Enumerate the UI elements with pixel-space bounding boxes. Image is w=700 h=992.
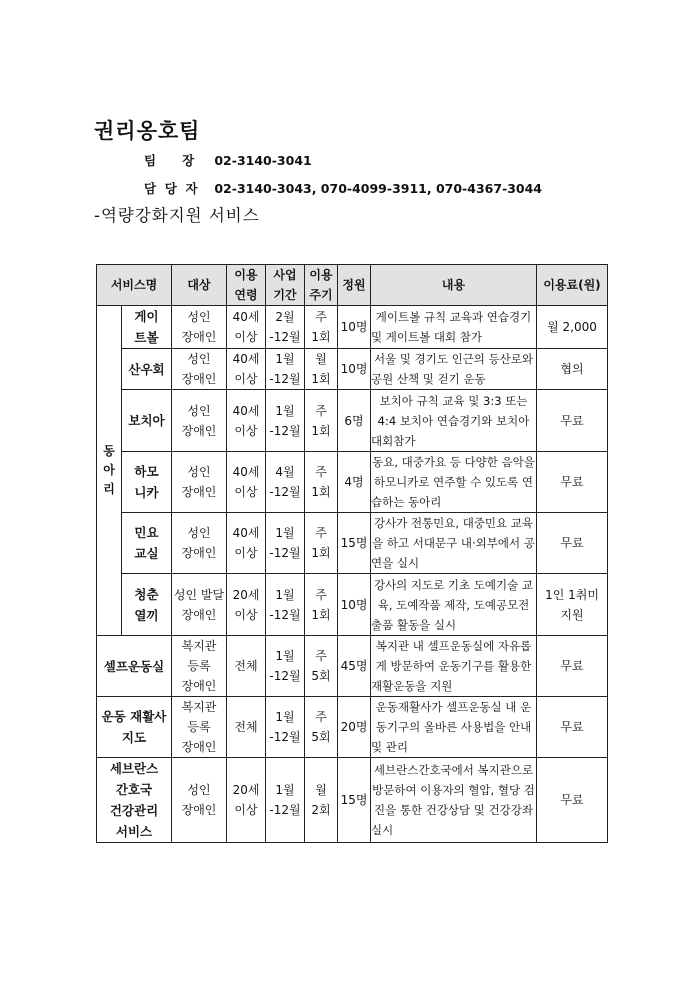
cell-period: 1월 -12월 [266,349,305,390]
cell-age: 전체 [227,697,266,758]
cell-content: 게이트볼 규칙 교육과 연습경기 및 게이트볼 대회 참가 [371,306,537,349]
contact-leader-phone: 02-3140-3041 [214,153,312,168]
cell-cycle: 월 2회 [305,758,338,843]
cell-capacity: 10명 [338,574,371,636]
cell-cycle: 주 1회 [305,452,338,513]
cell-cycle: 주 1회 [305,390,338,452]
service-table [96,264,608,843]
cell-fee: 무료 [537,513,608,574]
header-fee: 이용료(원) [537,265,608,306]
cell-capacity: 15명 [338,513,371,574]
cell-fee: 월 2,000 [537,306,608,349]
cell-period: 4월 -12월 [266,452,305,513]
cell-content: 운동재활사가 셀프운동실 내 운동기구의 올바른 사용법을 안내 및 관리 [371,697,537,758]
cell-target: 성인 장애인 [172,513,227,574]
cell-content: 복지관 내 셀프운동실에 자유롭게 방문하여 운동기구를 활용한 재활운동을 지원 [371,636,537,697]
cell-age: 40세 이상 [227,513,266,574]
header-service-name: 서비스명 [97,265,172,306]
cell-age: 40세 이상 [227,452,266,513]
contact-staff-label: 담 당 자 [144,181,198,196]
cell-fee: 무료 [537,390,608,452]
cell-age: 전체 [227,636,266,697]
service-name: 세브란스 간호국 건강관리 서비스 [97,758,172,843]
header-period: 사업 기간 [266,265,305,306]
cell-fee: 무료 [537,697,608,758]
cell-content: 세브란스간호국에서 복지관으로 방문하여 이용자의 혈압, 혈당 검진을 통한 건강상담 및 건강강좌 실시 [371,758,537,843]
service-name: 게이 트볼 [122,306,172,349]
cell-cycle: 주 1회 [305,574,338,636]
cell-fee: 무료 [537,452,608,513]
cell-age: 40세 이상 [227,306,266,349]
cell-age: 20세 이상 [227,574,266,636]
cell-capacity: 10명 [338,306,371,349]
cell-period: 1월 -12월 [266,513,305,574]
table-row [97,306,608,349]
header-cycle: 이용 주기 [305,265,338,306]
cell-capacity: 15명 [338,758,371,843]
table-header-row [97,265,608,306]
table-row [97,697,608,758]
cell-period: 2월 -12월 [266,306,305,349]
cell-capacity: 6명 [338,390,371,452]
service-name: 운동 재활사 지도 [97,697,172,758]
cell-content: 서울 및 경기도 인근의 등산로와 공원 산책 및 걷기 운동 [371,349,537,390]
header-content: 내용 [371,265,537,306]
service-name: 보치아 [122,390,172,452]
table-row [97,574,608,636]
cell-capacity: 45명 [338,636,371,697]
cell-target: 복지관 등록 장애인 [172,697,227,758]
cell-fee: 무료 [537,636,608,697]
service-name: 셀프운동실 [97,636,172,697]
cell-content: 강사가 전통민요, 대중민요 교육을 하고 서대문구 내·외부에서 공연을 실시 [371,513,537,574]
table-row [97,513,608,574]
cell-age: 40세 이상 [227,390,266,452]
cell-cycle: 주 1회 [305,513,338,574]
cell-capacity: 20명 [338,697,371,758]
header-target: 대상 [172,265,227,306]
cell-fee: 협의 [537,349,608,390]
section-title: -역량강화지원 서비스 [94,206,260,225]
contact-leader-label: 팀 장 [144,153,195,168]
cell-age: 20세 이상 [227,758,266,843]
cell-fee: 1인 1취미 지원 [537,574,608,636]
header-age: 이용 연령 [227,265,266,306]
cell-target: 성인 장애인 [172,306,227,349]
cell-target: 성인 장애인 [172,390,227,452]
category-club: 동 아 리 [97,306,122,636]
cell-content: 동요, 대중가요 등 다양한 음악을 하모니카로 연주할 수 있도록 연습하는 동아리 [371,452,537,513]
service-name: 청춘 열끼 [122,574,172,636]
service-name: 하모 니카 [122,452,172,513]
cell-content: 보치아 규칙 교육 및 3:3 또는 4:4 보치아 연습경기와 보치아 대회참가 [371,390,537,452]
cell-period: 1월 -12월 [266,758,305,843]
cell-content: 강사의 지도로 기초 도예기술 교육, 도예작품 제작, 도예공모전 출품 활동을 실시 [371,574,537,636]
cell-target: 복지관 등록 장애인 [172,636,227,697]
cell-period: 1월 -12월 [266,697,305,758]
contact-leader [144,151,312,169]
cell-cycle: 주 1회 [305,306,338,349]
cell-cycle: 주 5회 [305,697,338,758]
header-capacity: 정원 [338,265,371,306]
cell-target: 성인 장애인 [172,758,227,843]
contact-staff [144,179,542,197]
cell-target: 성인 장애인 [172,452,227,513]
table-row [97,636,608,697]
cell-period: 1월 -12월 [266,636,305,697]
table-row [97,390,608,452]
cell-age: 40세 이상 [227,349,266,390]
service-name: 민요 교실 [122,513,172,574]
cell-target: 성인 발달 장애인 [172,574,227,636]
table-row [97,452,608,513]
contact-staff-phones: 02-3140-3043, 070-4099-3911, 070-4367-3044 [214,181,543,196]
team-title: 권리옹호팀 [94,119,201,143]
cell-period: 1월 -12월 [266,390,305,452]
table-row [97,758,608,843]
table-row [97,349,608,390]
cell-cycle: 주 5회 [305,636,338,697]
cell-capacity: 10명 [338,349,371,390]
cell-period: 1월 -12월 [266,574,305,636]
cell-cycle: 월 1회 [305,349,338,390]
cell-target: 성인 장애인 [172,349,227,390]
service-name: 산우회 [122,349,172,390]
cell-fee: 무료 [537,758,608,843]
cell-capacity: 4명 [338,452,371,513]
